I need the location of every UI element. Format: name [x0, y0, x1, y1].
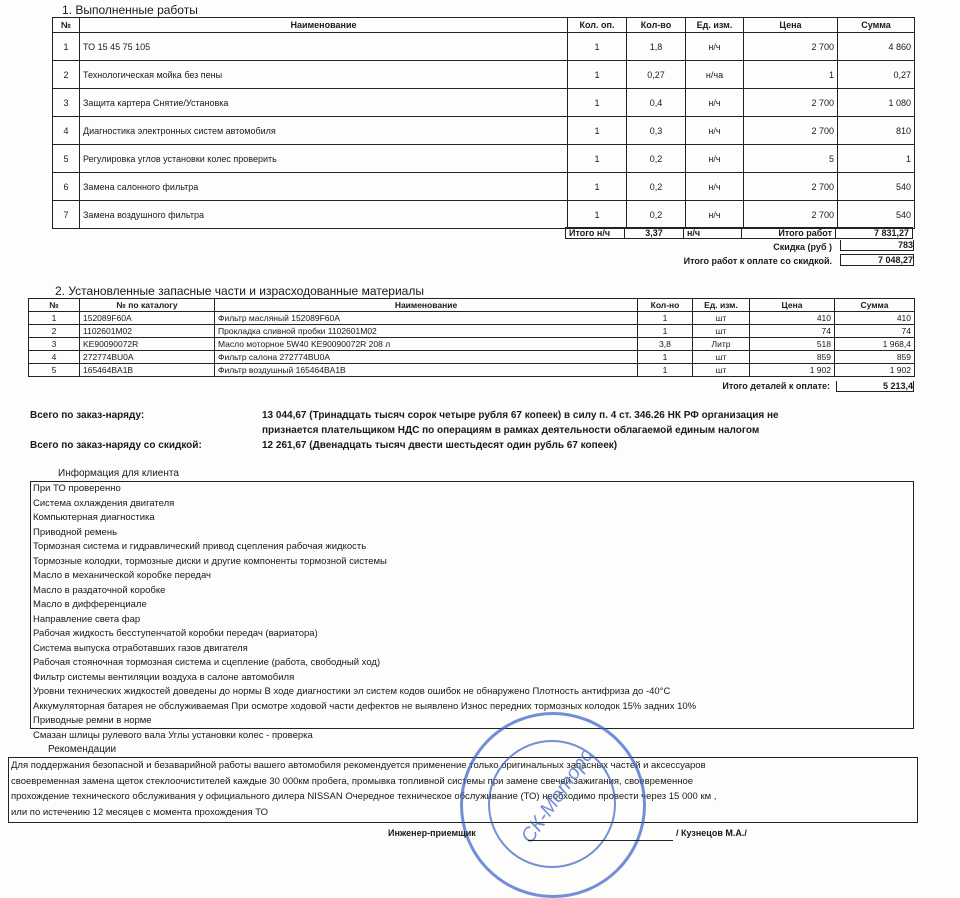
- cell: н/ч: [686, 117, 744, 145]
- works-table: [52, 17, 915, 229]
- table-row: [53, 61, 915, 89]
- cell: Замена воздушного фильтра: [80, 201, 568, 229]
- cell: 1: [568, 173, 627, 201]
- col-qty: Кол-но: [638, 299, 693, 312]
- text-line: своевременная замена щеток стеклоочистителей каждые 30 000км пробега, промывка топливной системы при замене свечей зажигания, своевременное: [11, 775, 694, 787]
- cell: Технологическая мойка без пены: [80, 61, 568, 89]
- cell: н/ч: [686, 145, 744, 173]
- cell: 1: [568, 145, 627, 173]
- discounted-value: 7 048,27: [840, 254, 914, 266]
- cell: 1: [29, 312, 80, 325]
- text-line: При ТО проверенно: [33, 483, 121, 494]
- text-line: Для поддержания безопасной и безаварийной работы вашего автомобиля рекомендуется применение только оригинальных запасных частей и аксессуаров: [11, 760, 706, 771]
- cell: 410: [835, 312, 915, 325]
- text-line: Компьютерная диагностика: [33, 512, 155, 523]
- table-row: [53, 201, 915, 229]
- cell: н/ч: [686, 201, 744, 229]
- discount-label: Скидка (руб ): [773, 242, 832, 252]
- text-line: Тормозная система и гидравлический привод сцепления рабочая жидкость: [33, 541, 367, 552]
- cell: н/ч: [686, 33, 744, 61]
- cell: 2 700: [744, 89, 838, 117]
- cell: 3: [29, 338, 80, 351]
- cell: н/ч: [686, 89, 744, 117]
- cell: 272774BU0A: [80, 351, 215, 364]
- order-discount-label: Всего по заказ-наряду со скидкой:: [30, 440, 202, 451]
- cell: 859: [835, 351, 915, 364]
- info-box: [30, 481, 914, 741]
- cell: Масло моторное 5W40 KE90090072R 208 л: [215, 338, 638, 351]
- company-stamp: СК-Моторс: [460, 712, 646, 898]
- cell: шт: [693, 312, 750, 325]
- cell: 1: [568, 201, 627, 229]
- total-nh: 3,37: [625, 228, 684, 239]
- cell: 152089F60A: [80, 312, 215, 325]
- signature-line: [528, 840, 673, 841]
- text-line: Рабочая жидкость бесступенчатой коробки передач (вариатора): [33, 628, 318, 639]
- cell: 1: [638, 312, 693, 325]
- cell: 3: [53, 89, 80, 117]
- cell: 0,2: [627, 145, 686, 173]
- cell: 540: [838, 173, 915, 201]
- parts-total: 5 213,4: [836, 381, 914, 392]
- cell: KE90090072R: [80, 338, 215, 351]
- parts-title: 2. Установленные запасные части и израсходованные материалы: [55, 284, 424, 298]
- text-line: Система выпуска отработавших газов двигателя: [33, 642, 248, 654]
- col-price: Цена: [750, 299, 835, 312]
- table-row: [29, 351, 915, 364]
- text-line: Тормозные колодки, тормозные диски и другие компоненты тормозной системы: [33, 555, 387, 567]
- cell: 0,2: [627, 173, 686, 201]
- discount-value: 783: [840, 240, 914, 251]
- cell: Прокладка сливной пробки 1102601M02: [215, 325, 638, 338]
- cell: шт: [693, 325, 750, 338]
- text-line: Масло в механической коробке передач: [33, 570, 211, 581]
- cell: Замена салонного фильтра: [80, 173, 568, 201]
- parts-table: [28, 298, 915, 377]
- cell: 1: [53, 33, 80, 61]
- cell: 2 700: [744, 201, 838, 229]
- text-line: Рабочая стояночная тормозная система и сцепление (работа, свободный ход): [33, 657, 381, 668]
- text-line: Масло в дифференциале: [33, 599, 147, 610]
- cell: 0,27: [627, 61, 686, 89]
- col-unit: Ед. изм.: [686, 18, 744, 33]
- cell: 2 700: [744, 117, 838, 145]
- cell: 4: [29, 351, 80, 364]
- cell: н/ча: [686, 61, 744, 89]
- signature-role: Инженер-приемщик: [388, 828, 476, 838]
- total-nh-label: Итого н/ч: [566, 228, 625, 239]
- cell: 1: [638, 364, 693, 377]
- cell: ТО 15 45 75 105: [80, 33, 568, 61]
- cell: 1: [638, 351, 693, 364]
- cell: 2: [29, 325, 80, 338]
- cell: 1,8: [627, 33, 686, 61]
- col-sum: Сумма: [835, 299, 915, 312]
- text-line: Приводной ремень: [33, 526, 118, 538]
- cell: Фильтр салона 272774BU0A: [215, 351, 638, 364]
- cell: Регулировка углов установки колес проверить: [80, 145, 568, 173]
- total-nh-unit: н/ч: [684, 228, 742, 239]
- cell: 6: [53, 173, 80, 201]
- cell: Фильтр масляный 152089F60A: [215, 312, 638, 325]
- order-total-note: признается плательщиком НДС по операциям в рамках деятельности облагаемой единым налогом: [262, 425, 760, 436]
- text-line: Система охлаждения двигателя: [33, 497, 175, 509]
- signature-name: / Кузнецов М.А./: [676, 828, 747, 838]
- cell: 2: [53, 61, 80, 89]
- cell: 1: [568, 33, 627, 61]
- text-line: Уровни технических жидкостей доведены до нормы В ходе диагностики эл систем кодов ошибок не обнаружено Плотность антифриза до -40°С: [33, 686, 671, 697]
- cell: 810: [838, 117, 915, 145]
- cell: 4: [53, 117, 80, 145]
- col-unit: Ед. изм.: [693, 299, 750, 312]
- cell: Литр: [693, 338, 750, 351]
- cell: 410: [750, 312, 835, 325]
- info-title: Информация для клиента: [58, 468, 179, 479]
- recommendations-title: Рекомендации: [48, 744, 117, 755]
- text-line: Приводные ремни в норме: [33, 715, 152, 726]
- cell: Фильтр воздушный 165464BA1B: [215, 364, 638, 377]
- text-line: Смазан шлицы рулевого вала Углы установки колес - проверка: [33, 729, 313, 741]
- order-total-label: Всего по заказ-наряду:: [30, 410, 145, 421]
- works-title: 1. Выполненные работы: [62, 3, 198, 17]
- col-price: Цена: [744, 18, 838, 33]
- cell: 1: [568, 61, 627, 89]
- cell: 540: [838, 201, 915, 229]
- cell: 1: [838, 145, 915, 173]
- cell: 0,3: [627, 117, 686, 145]
- works-header: [53, 18, 915, 33]
- cell: 1: [744, 61, 838, 89]
- cell: шт: [693, 364, 750, 377]
- cell: 1 080: [838, 89, 915, 117]
- cell: 74: [750, 325, 835, 338]
- text-line: Направление света фар: [33, 613, 141, 625]
- cell: 0,27: [838, 61, 915, 89]
- cell: 3,8: [638, 338, 693, 351]
- table-row: [53, 89, 915, 117]
- cell: 859: [750, 351, 835, 364]
- text-line: Масло в раздаточной коробке: [33, 584, 166, 596]
- col-no: №: [53, 18, 80, 33]
- table-row: [53, 117, 915, 145]
- cell: Защита картера Снятие/Установка: [80, 89, 568, 117]
- text-line: Аккумуляторная батарея не обслуживаемая При осмотре ходовой части дефектов не выявлено Износ передних тормозных колодок 15% задних 10%: [33, 700, 697, 712]
- col-name: Наименование: [80, 18, 568, 33]
- cell: 1: [568, 117, 627, 145]
- cell: 165464BA1B: [80, 364, 215, 377]
- works-totals: [565, 227, 913, 239]
- order-total-text: 13 044,67 (Тринадцать тысяч сорок четыре рубля 67 копеек) в силу п. 4 ст. 346.26 НК РФ организация не: [262, 410, 779, 421]
- cell: н/ч: [686, 173, 744, 201]
- cell: 5: [29, 364, 80, 377]
- cell: 1 968,4: [835, 338, 915, 351]
- order-discount-text: 12 261,67 (Двенадцать тысяч двести шестьдесят один рубль 67 копеек): [262, 440, 618, 451]
- col-ops: Кол. оп.: [568, 18, 627, 33]
- total-works: 7 831,27: [836, 228, 913, 239]
- cell: шт: [693, 351, 750, 364]
- table-row: [53, 173, 915, 201]
- cell: 0,2: [627, 201, 686, 229]
- cell: 2 700: [744, 173, 838, 201]
- col-sum: Сумма: [838, 18, 915, 33]
- cell: 7: [53, 201, 80, 229]
- discounted-label: Итого работ к оплате со скидкой.: [683, 256, 832, 266]
- cell: 5: [744, 145, 838, 173]
- cell: 4 860: [838, 33, 915, 61]
- col-name: Наименование: [215, 299, 638, 312]
- table-row: [29, 338, 915, 351]
- cell: Диагностика электронных систем автомобиля: [80, 117, 568, 145]
- table-row: [53, 145, 915, 173]
- cell: 1: [568, 89, 627, 117]
- col-qty: Кол-во: [627, 18, 686, 33]
- cell: 74: [835, 325, 915, 338]
- cell: 1102601M02: [80, 325, 215, 338]
- col-catalog: № по каталогу: [80, 299, 215, 312]
- table-row: [53, 33, 915, 61]
- cell: 1 902: [835, 364, 915, 377]
- text-line: Фильтр системы вентиляции воздуха в салоне автомобиля: [33, 671, 295, 683]
- col-no: №: [29, 299, 80, 312]
- text-line: или по истечению 12 месяцев с момента прохождения ТО: [11, 806, 269, 818]
- parts-total-label: Итого деталей к оплате:: [722, 381, 830, 391]
- cell: 2 700: [744, 33, 838, 61]
- cell: 1 902: [750, 364, 835, 377]
- table-row: [29, 364, 915, 377]
- text-line: прохождение технического обслуживания у официального дилера NISSAN Очередное техническое обслуживание (ТО) необходимо провести через 15 000 км ,: [11, 791, 717, 802]
- table-row: [29, 312, 915, 325]
- cell: 5: [53, 145, 80, 173]
- table-row: [29, 325, 915, 338]
- cell: 518: [750, 338, 835, 351]
- total-works-label: Итого работ: [742, 228, 836, 239]
- cell: 1: [638, 325, 693, 338]
- cell: 0,4: [627, 89, 686, 117]
